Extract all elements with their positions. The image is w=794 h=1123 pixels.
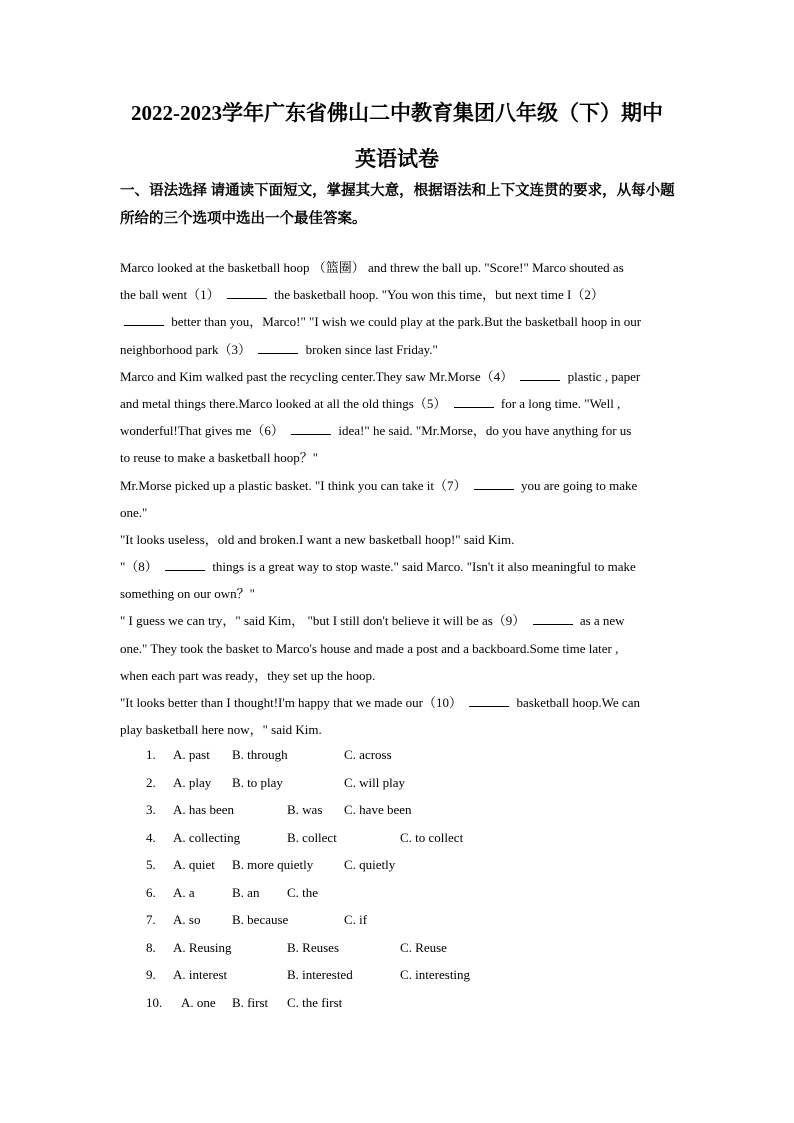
passage-line — [120, 417, 678, 444]
option-b: B. more quietly — [232, 857, 314, 872]
passage-line — [120, 336, 678, 363]
passage-text: Mr.Morse picked up a plastic basket. "I think you can take it（7） — [120, 477, 470, 493]
passage-text: broken since last Friday." — [302, 341, 438, 357]
option-c: C. the first — [287, 994, 343, 1010]
passage-text: idea!" he said. "Mr.Morse，do you have anything for us — [335, 423, 632, 439]
passage-line — [120, 444, 678, 471]
passage-line — [120, 635, 678, 662]
option-num: 7. — [146, 912, 156, 927]
option-num: 4. — [146, 829, 156, 845]
option-a: A. has been — [173, 802, 235, 817]
passage-line — [120, 472, 678, 499]
answer-blank — [291, 420, 331, 435]
option-c: C. to collect — [400, 829, 464, 845]
option-c: C. have been — [344, 802, 412, 817]
passage-line — [120, 363, 678, 390]
passage-text: " I guess we can try，" said Kim， "but I still don't believe it will be as（9） — [120, 613, 529, 629]
answer-blank — [258, 339, 298, 354]
option-c: C. Reuse — [400, 939, 447, 955]
passage-text: neighborhood park（3） — [120, 341, 255, 357]
option-a: A. play — [173, 774, 212, 790]
passage-text: when each part was ready，they set up the hoop. — [120, 667, 376, 683]
answer-blank — [474, 475, 514, 490]
option-a: A. so — [173, 912, 201, 927]
option-b: B. interested — [287, 967, 353, 982]
answer-blank — [124, 311, 164, 326]
option-c: C. across — [344, 747, 392, 762]
option-a: A. interest — [173, 967, 228, 982]
passage-text: one." They took the basket to Marco's house and made a post and a backboard.Some time later , — [120, 640, 619, 656]
passage-text: you are going to make — [517, 477, 638, 493]
passage-line — [120, 553, 678, 580]
passage-line — [120, 662, 678, 689]
passage-line — [120, 689, 678, 716]
answer-blank — [454, 393, 494, 408]
passage — [120, 254, 678, 743]
passage-text: the basketball hoop. "You won this time，but next time I（2） — [270, 287, 604, 303]
passage-text: play basketball here now，" said Kim. — [120, 722, 322, 738]
passage-text: and metal things there.Marco looked at all the old things（5） — [120, 395, 450, 411]
passage-text: Marco looked at the basketball hoop （篮圈） and threw the ball up. "Score!" Marco shouted as — [120, 260, 624, 275]
option-num: 1. — [146, 747, 156, 762]
passage-text: one." — [120, 504, 148, 520]
option-b: B. to play — [232, 774, 283, 790]
option-num: 9. — [146, 967, 156, 982]
answer-blank — [165, 556, 205, 571]
answer-blank — [227, 284, 267, 299]
option-num: 10. — [146, 994, 163, 1010]
passage-line — [120, 308, 678, 335]
passage-line — [120, 281, 678, 308]
passage-text: "It looks better than I thought!I'm happy that we made our（10） — [120, 695, 466, 710]
passage-text: "（8） — [120, 559, 162, 575]
answer-blank — [469, 692, 509, 707]
option-num: 8. — [146, 939, 156, 955]
option-b: B. first — [232, 994, 269, 1010]
option-c: C. quietly — [344, 857, 396, 872]
option-c: C. the — [287, 884, 319, 900]
passage-text: things is a great way to stop waste." said Marco. "Isn't it also meaningful to make — [209, 559, 636, 575]
option-a: A. collecting — [173, 829, 241, 845]
page-title-line-1: 2022-2023学年广东省佛山二中教育集团八年级（下）期中 — [131, 101, 663, 125]
answer-blank — [533, 610, 573, 625]
passage-text: as a new — [576, 613, 625, 629]
option-a: A. one — [181, 994, 216, 1010]
passage-text: the ball went（1） — [120, 287, 223, 303]
option-b: B. because — [232, 912, 289, 927]
option-num: 6. — [146, 884, 156, 900]
option-c: C. if — [344, 912, 368, 927]
option-b: B. Reuses — [287, 939, 339, 955]
option-b: B. collect — [287, 829, 337, 845]
passage-line — [120, 526, 678, 553]
passage-line — [120, 254, 678, 281]
passage-text: wonderful!That gives me（6） — [120, 423, 288, 439]
option-a: A. Reusing — [173, 939, 232, 955]
option-b: B. was — [287, 802, 323, 817]
option-a: A. quiet — [173, 857, 215, 872]
option-b: B. an — [232, 884, 260, 900]
passage-text: plastic , paper — [564, 368, 641, 384]
passage-line — [120, 716, 678, 743]
passage-text: basketball hoop.We can — [513, 695, 640, 710]
section-heading: 一、语法选择 请通读下面短文，掌握其大意，根据语法和上下文连贯的要求，从每小题所给的三个选项中选出一个最佳答案。 — [120, 183, 675, 227]
option-c: C. interesting — [400, 967, 471, 982]
option-b: B. through — [232, 747, 288, 762]
option-num: 3. — [146, 802, 156, 817]
passage-text: Marco and Kim walked past the recycling center.They saw Mr.Morse（4） — [120, 368, 517, 384]
option-c: C. will play — [344, 774, 406, 790]
passage-text: something on our own？" — [120, 586, 255, 602]
passage-text: "It looks useless，old and broken.I want a new basketball hoop!" said Kim. — [120, 531, 515, 547]
passage-line — [120, 499, 678, 526]
option-a: A. past — [173, 747, 210, 762]
option-num: 2. — [146, 774, 156, 790]
option-num: 5. — [146, 857, 156, 872]
passage-text: to reuse to make a basketball hoop？" — [120, 450, 319, 466]
page-title-line-2: 英语试卷 — [355, 147, 439, 171]
passage-text: for a long time. "Well , — [497, 395, 621, 411]
option-a: A. a — [173, 884, 195, 900]
passage-line — [120, 607, 678, 634]
passage-text: better than you，Marco!" "I wish we could play at the park.But the basketball hoop in our — [168, 314, 642, 330]
answer-blank — [520, 366, 560, 381]
passage-line — [120, 580, 678, 607]
passage-line — [120, 390, 678, 417]
